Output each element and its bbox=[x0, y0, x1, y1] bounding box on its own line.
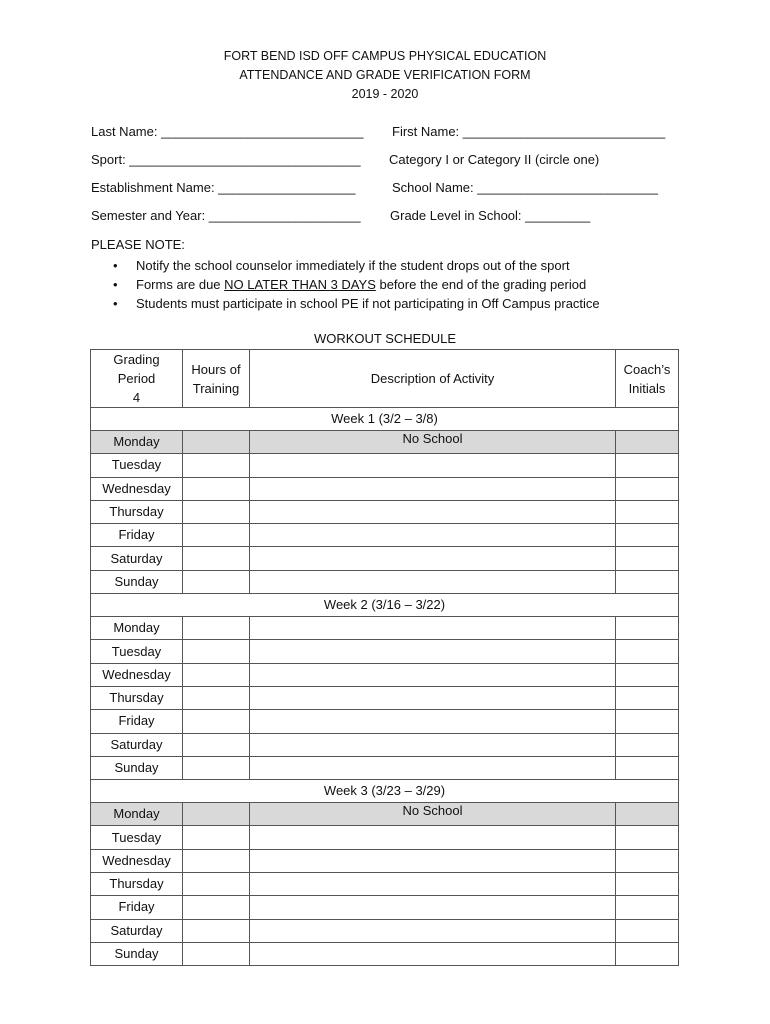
day-row bbox=[91, 640, 679, 663]
week-header-row bbox=[91, 408, 679, 431]
coach-initials-cell[interactable] bbox=[616, 942, 679, 965]
hours-cell[interactable] bbox=[183, 826, 250, 849]
deadline-emphasis: NO LATER THAN 3 DAYS bbox=[224, 277, 376, 292]
no-school-note: No School bbox=[402, 803, 463, 819]
week-label: Week 2 (3/16 – 3/22) bbox=[91, 594, 679, 617]
description-cell[interactable] bbox=[250, 686, 616, 709]
coach-initials-cell[interactable] bbox=[616, 477, 679, 500]
coach-initials-cell[interactable] bbox=[616, 849, 679, 872]
title-line-3: 2019 - 2020 bbox=[351, 87, 419, 101]
hours-cell[interactable] bbox=[183, 431, 250, 454]
coach-initials-cell[interactable] bbox=[616, 500, 679, 523]
day-row bbox=[91, 826, 679, 849]
coach-initials-cell[interactable] bbox=[616, 896, 679, 919]
hours-cell[interactable] bbox=[183, 570, 250, 593]
week-label: Week 1 (3/2 – 3/8) bbox=[91, 408, 679, 431]
title-line-1: FORT BEND ISD OFF CAMPUS PHYSICAL EDUCATION bbox=[223, 49, 547, 63]
day-row bbox=[91, 663, 679, 686]
description-cell[interactable] bbox=[250, 826, 616, 849]
workout-schedule-table bbox=[90, 349, 679, 966]
description-cell[interactable] bbox=[250, 477, 616, 500]
coach-initials-cell[interactable] bbox=[616, 733, 679, 756]
day-label: Friday bbox=[91, 524, 183, 547]
coach-initials-cell[interactable] bbox=[616, 454, 679, 477]
hours-cell[interactable] bbox=[183, 873, 250, 896]
day-label: Tuesday bbox=[91, 640, 183, 663]
day-row bbox=[91, 942, 679, 965]
description-cell[interactable] bbox=[250, 849, 616, 872]
coach-initials-cell[interactable] bbox=[616, 803, 679, 826]
day-label: Saturday bbox=[91, 919, 183, 942]
first-name-field[interactable]: First Name: ____________________________ bbox=[392, 124, 666, 139]
note-item: • Notify the school counselor immediately if the student drops out of the sport bbox=[113, 258, 570, 273]
day-label: Sunday bbox=[91, 756, 183, 779]
coach-initials-cell[interactable] bbox=[616, 686, 679, 709]
hours-cell[interactable] bbox=[183, 756, 250, 779]
description-cell[interactable] bbox=[250, 500, 616, 523]
hours-cell[interactable] bbox=[183, 477, 250, 500]
description-cell[interactable] bbox=[250, 896, 616, 919]
workout-schedule-title: WORKOUT SCHEDULE bbox=[313, 331, 457, 346]
title-line-2: ATTENDANCE AND GRADE VERIFICATION FORM bbox=[239, 68, 531, 82]
note-list bbox=[113, 256, 600, 313]
school-name-field[interactable]: School Name: _________________________ bbox=[392, 180, 659, 195]
day-label: Monday bbox=[91, 803, 183, 826]
day-label: Sunday bbox=[91, 570, 183, 593]
day-row bbox=[91, 919, 679, 942]
hours-cell[interactable] bbox=[183, 803, 250, 826]
description-cell[interactable] bbox=[250, 942, 616, 965]
coach-initials-cell[interactable] bbox=[616, 431, 679, 454]
coach-initials-cell[interactable] bbox=[616, 873, 679, 896]
hours-cell[interactable] bbox=[183, 919, 250, 942]
description-cell[interactable] bbox=[250, 547, 616, 570]
day-row bbox=[91, 733, 679, 756]
day-row bbox=[91, 803, 679, 826]
coach-initials-header: Coach’s Initials bbox=[616, 350, 679, 408]
bullet-icon: • bbox=[113, 277, 118, 292]
note-item: • Forms are due NO LATER THAN 3 DAYS before the end of the grading period bbox=[113, 277, 587, 292]
week-header-row bbox=[91, 594, 679, 617]
grade-level-field[interactable]: Grade Level in School: _________ bbox=[390, 208, 591, 223]
hours-cell[interactable] bbox=[183, 663, 250, 686]
day-row bbox=[91, 500, 679, 523]
day-row bbox=[91, 547, 679, 570]
description-cell[interactable] bbox=[250, 524, 616, 547]
day-label: Wednesday bbox=[91, 663, 183, 686]
day-label: Friday bbox=[91, 896, 183, 919]
day-row bbox=[91, 454, 679, 477]
hours-cell[interactable] bbox=[183, 733, 250, 756]
coach-initials-cell[interactable] bbox=[616, 663, 679, 686]
hours-cell[interactable] bbox=[183, 896, 250, 919]
day-label: Saturday bbox=[91, 733, 183, 756]
category-field[interactable]: Category I or Category II (circle one) bbox=[389, 152, 600, 167]
hours-header: Hours of Training bbox=[183, 350, 250, 408]
description-cell[interactable] bbox=[250, 454, 616, 477]
week-label: Week 3 (3/23 – 3/29) bbox=[91, 780, 679, 803]
sport-field[interactable]: Sport: ________________________________ bbox=[91, 152, 361, 167]
coach-initials-cell[interactable] bbox=[616, 756, 679, 779]
day-row bbox=[91, 710, 679, 733]
hours-cell[interactable] bbox=[183, 710, 250, 733]
day-row bbox=[91, 570, 679, 593]
coach-initials-cell[interactable] bbox=[616, 547, 679, 570]
description-header: Description of Activity bbox=[250, 350, 616, 408]
day-row bbox=[91, 431, 679, 454]
note-item: • Students must participate in school PE if not participating in Off Campus practice bbox=[113, 296, 600, 311]
hours-cell[interactable] bbox=[183, 500, 250, 523]
coach-initials-cell[interactable] bbox=[616, 524, 679, 547]
description-cell[interactable] bbox=[250, 570, 616, 593]
coach-initials-cell[interactable] bbox=[616, 570, 679, 593]
bullet-icon: • bbox=[113, 258, 118, 273]
coach-initials-cell[interactable] bbox=[616, 617, 679, 640]
description-cell[interactable] bbox=[250, 803, 616, 826]
day-label: Thursday bbox=[91, 686, 183, 709]
coach-initials-cell[interactable] bbox=[616, 826, 679, 849]
coach-initials-cell[interactable] bbox=[616, 919, 679, 942]
establishment-name-field[interactable]: Establishment Name: ___________________ bbox=[91, 180, 356, 195]
semester-year-field[interactable]: Semester and Year: _____________________ bbox=[91, 208, 361, 223]
description-cell[interactable] bbox=[250, 873, 616, 896]
day-label: Tuesday bbox=[91, 454, 183, 477]
day-label: Thursday bbox=[91, 500, 183, 523]
day-label: Wednesday bbox=[91, 849, 183, 872]
hours-cell[interactable] bbox=[183, 547, 250, 570]
day-label: Thursday bbox=[91, 873, 183, 896]
day-row bbox=[91, 477, 679, 500]
day-row bbox=[91, 617, 679, 640]
coach-initials-cell[interactable] bbox=[616, 710, 679, 733]
day-label: Wednesday bbox=[91, 477, 183, 500]
form-title bbox=[0, 47, 770, 104]
day-row bbox=[91, 873, 679, 896]
day-label: Friday bbox=[91, 710, 183, 733]
day-label: Saturday bbox=[91, 547, 183, 570]
coach-initials-cell[interactable] bbox=[616, 640, 679, 663]
bullet-icon: • bbox=[113, 296, 118, 311]
last-name-field[interactable]: Last Name: ____________________________ bbox=[91, 124, 364, 139]
day-row bbox=[91, 849, 679, 872]
description-cell[interactable] bbox=[250, 617, 616, 640]
description-cell[interactable] bbox=[250, 663, 616, 686]
hours-cell[interactable] bbox=[183, 617, 250, 640]
hours-cell[interactable] bbox=[183, 640, 250, 663]
no-school-note: No School bbox=[402, 431, 463, 447]
day-label: Monday bbox=[91, 431, 183, 454]
day-row bbox=[91, 756, 679, 779]
day-label: Tuesday bbox=[91, 826, 183, 849]
hours-cell[interactable] bbox=[183, 942, 250, 965]
week-header-row bbox=[91, 780, 679, 803]
hours-cell[interactable] bbox=[183, 686, 250, 709]
hours-cell[interactable] bbox=[183, 849, 250, 872]
description-cell[interactable] bbox=[250, 919, 616, 942]
description-cell[interactable] bbox=[250, 640, 616, 663]
table-header-row bbox=[91, 350, 679, 408]
description-cell[interactable] bbox=[250, 733, 616, 756]
hours-cell[interactable] bbox=[183, 524, 250, 547]
hours-cell[interactable] bbox=[183, 454, 250, 477]
description-cell[interactable] bbox=[250, 431, 616, 454]
day-row bbox=[91, 896, 679, 919]
description-cell[interactable] bbox=[250, 710, 616, 733]
day-row bbox=[91, 524, 679, 547]
day-label: Monday bbox=[91, 617, 183, 640]
description-cell[interactable] bbox=[250, 756, 616, 779]
day-label: Sunday bbox=[91, 942, 183, 965]
grading-period-header: Grading Period 4 bbox=[91, 350, 183, 408]
please-note-heading: PLEASE NOTE: bbox=[91, 237, 185, 252]
day-row bbox=[91, 686, 679, 709]
